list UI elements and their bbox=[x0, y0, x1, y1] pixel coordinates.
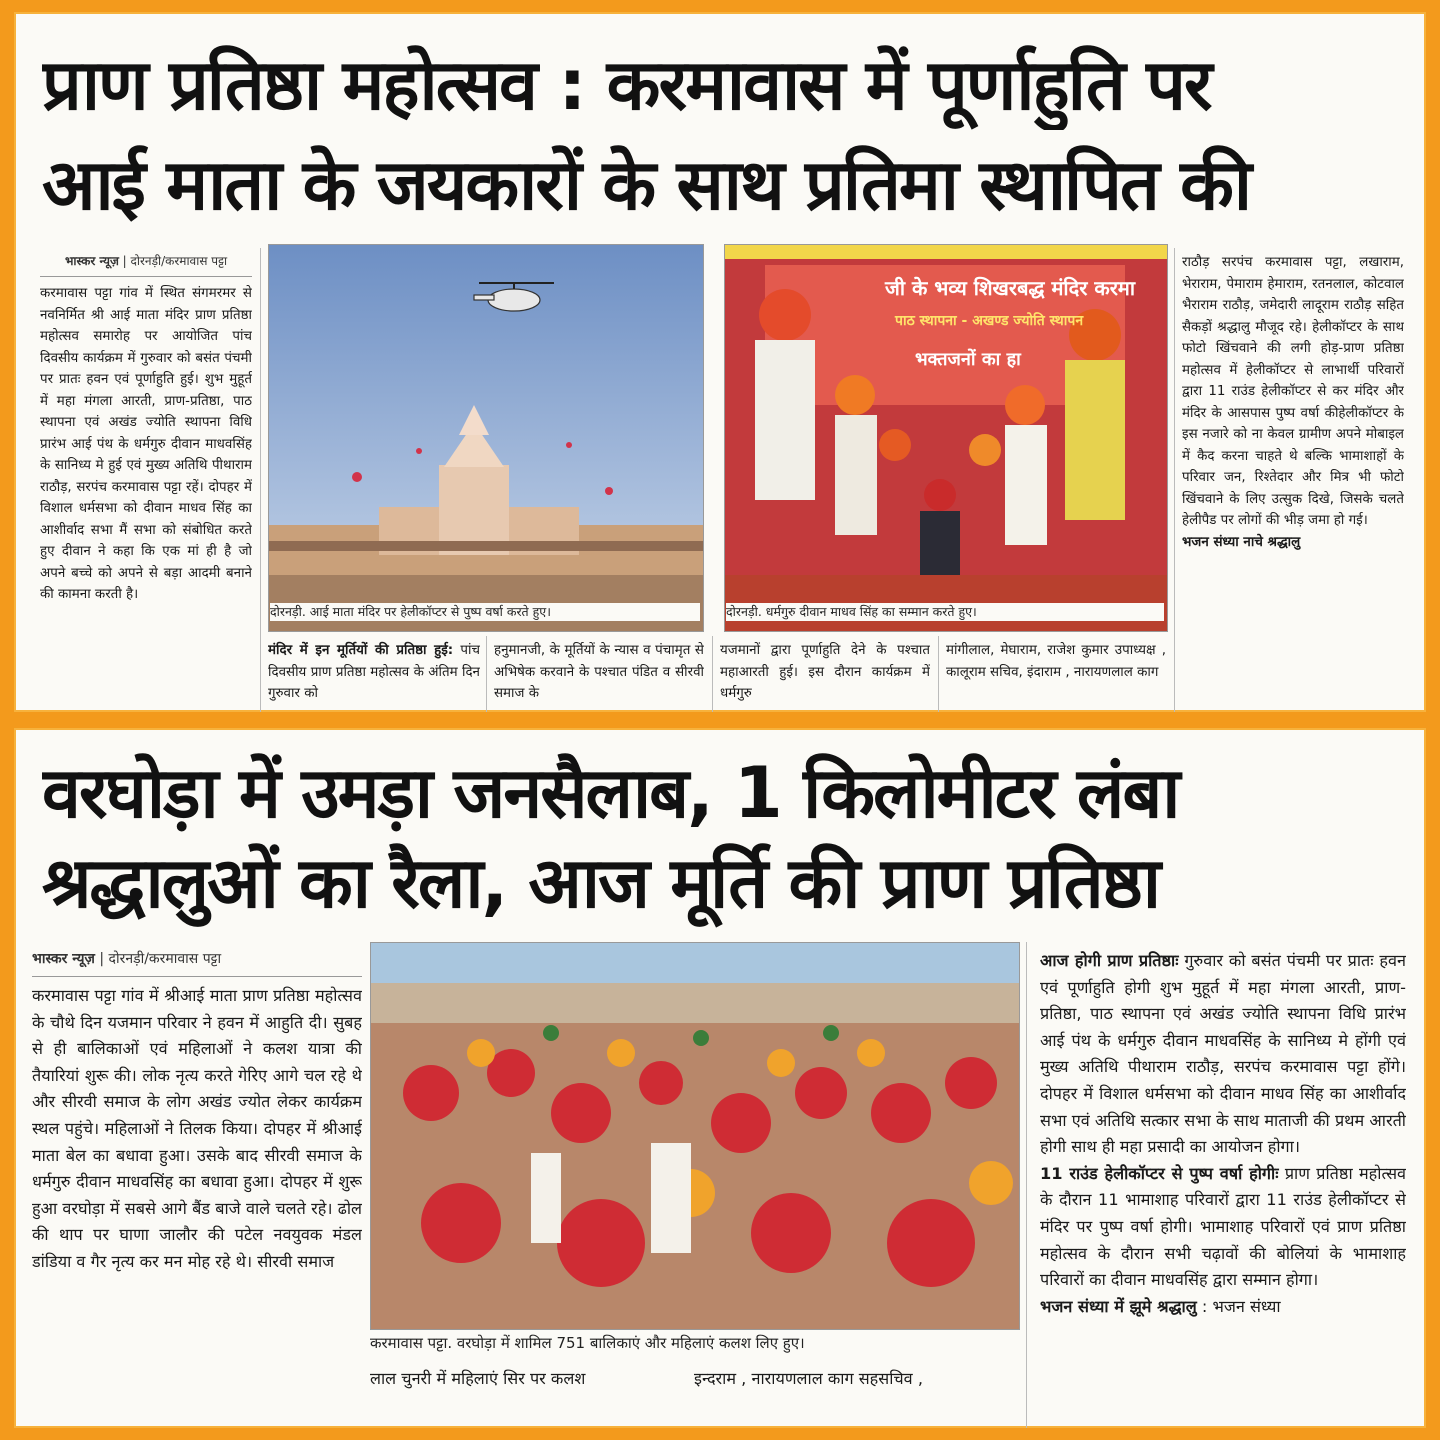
byline-place: दोरनड़ी/करमावास पट्टा bbox=[130, 254, 228, 268]
photo2-caption: दोरनड़ी. धर्मगुरु दीवान माधव सिंह का सम्मान करते हुए। bbox=[726, 603, 1164, 621]
subhead-pran-pratishtha: आज होगी प्राण प्रतिष्ठाः bbox=[1040, 951, 1179, 970]
headline-line-1: प्राण प्रतिष्ठा महोत्सव : करमावास में पूर्णाहुति पर bbox=[42, 44, 1211, 126]
headline-line-2: श्रद्धालुओं का रैला, आज मूर्ति की प्राण प्रतिष्ठा bbox=[42, 842, 1159, 924]
byline-source: भास्कर न्यूज़ bbox=[64, 254, 119, 268]
column-divider bbox=[712, 636, 713, 712]
helicopter-temple-photo bbox=[268, 244, 704, 632]
byline-place: दोरनड़ी/करमावास पट्टा bbox=[108, 951, 222, 967]
subhead-idols: मंदिर में इन मूर्तियों की प्रतिष्ठा हुई: bbox=[268, 643, 454, 658]
felicitation-photo bbox=[724, 244, 1168, 632]
column-text: : भजन संध्या bbox=[1201, 1296, 1281, 1316]
article-column-5: मांगीलाल, मेघाराम, राजेश कुमार उपाध्यक्ष , कालूराम सचिव, इंदाराम , नारायणलाल काग bbox=[946, 643, 1166, 680]
below-photo-text-right: इन्दराम , नारायणलाल काग सहसचिव , bbox=[694, 1369, 923, 1388]
column-text: राठौड़ सरपंच करमावास पट्टा, लखाराम, भेराराम, पेमाराम हेमाराम, रतनलाल, कोटवाल भैराराम राठौड़, जमेदारी लादूराम राठौड़ सहित सैकड़ों श्रद्धालु मौजूद रहे। हेलीकॉप्टर के साथ फोटो खिंचवाने की लगी होड़-प्राण प्रतिष्ठा महोत्सव में हेलीकॉप्टर से लाभार्थी परिवारों द्वारा 11 राउंड हेलीकॉप्टर से कर मंदिर और मंदिर के आसपास पुष्प वर्षा कीहेलीकॉप्टर के इस नजारे को ना केवल ग्रामीण अपने मोबाइल में कैद करना चाहते थे बल्कि भामाशाहों के परिवार जन, रिश्तेदार और मित्र भी फोटो खिंचवाने के लिए उत्सुक दिखे, जिसके चलते हेलीपैड पर लोगों की भीड़ जमा हो गई। bbox=[1182, 255, 1404, 528]
column-text: करमावास पट्टा गांव में श्रीआई माता प्राण प्रतिष्ठा महोत्सव के चौथे दिन यजमान परिवार ने हवन में आहुति दी। सुबह से ही बालिकाओं एवं महिलाओं ने कलश यात्रा की तैयारियां शुरू की। लोक नृत्य करते गेरिए आगे चल रहे थे और सीरवी समाज के लोग अखंड ज्योत लेकर कार्यक्रम स्थल पहुंचे। महिलाओं ने तिलक किया। दोपहर में श्रीआई माता बेल का बधावा हुआ। उसके बाद सीरवी समाज के धर्मगुरु दीवान माधवसिंह का बधावा हुआ। दोपहर में शुरू हुआ वरघोड़ा में सबसे आगे बैंड बाजे वाले चलते रहे। ढोल की थाप पर घाणा जालौर की पटेल नवयुवक मंडल डांडिया व गैर नृत्य कर मन मोह रहे थे। सीरवी समाज bbox=[32, 986, 362, 1271]
headline-line-1: वरघोड़ा में उमड़ा जनसैलाब, 1 किलोमीटर लंबा bbox=[42, 752, 1179, 834]
column-divider bbox=[486, 636, 487, 712]
column-divider bbox=[938, 636, 939, 712]
byline: भास्कर न्यूज़ | दोरनड़ी/करमावास पट्टा bbox=[32, 948, 362, 977]
news-clipping-1 bbox=[14, 12, 1426, 712]
column-divider bbox=[260, 248, 261, 712]
article-column-1 bbox=[32, 948, 362, 1428]
headline-line-2: आई माता के जयकारों के साथ प्रतिमा स्थापित की bbox=[42, 144, 1250, 226]
banner-line-2: पाठ स्थापना - अखण्ड ज्योति स्थापन bbox=[895, 313, 1084, 329]
article-column-3: हनुमानजी, के मूर्तियों के न्यास व पंचामृत से अभिषेक करवाने के पश्चात पंडित व सीरवी समाज के bbox=[494, 643, 704, 701]
subhead-bhajan: भजन संध्या में झूमे श्रद्धालु bbox=[1040, 1296, 1197, 1316]
photo1-caption: दोरनड़ी. आई माता मंदिर पर हेलीकॉप्टर से पुष्प वर्षा करते हुए। bbox=[270, 603, 700, 621]
article-column-2 bbox=[268, 640, 480, 712]
procession-image bbox=[371, 943, 1019, 1329]
felicitation-image bbox=[725, 245, 1167, 631]
article-column-1 bbox=[40, 252, 252, 712]
article-column-6 bbox=[1182, 252, 1404, 712]
article-column-4: यजमानों द्वारा पूर्णाहुति देने के पश्चात महाआरती हुई। इस दौरान कार्यक्रम में धर्मगुरु bbox=[720, 643, 930, 701]
byline-source: भास्कर न्यूज़ bbox=[32, 951, 95, 967]
article-column-3 bbox=[1040, 948, 1406, 1428]
photo-caption: करमावास पट्टा. वरघोड़ा में शामिल 751 बालिकाएं और महिलाएं कलश लिए हुए। bbox=[370, 1332, 1018, 1354]
column-text: पांच दिवसीय प्राण प्रतिष्ठा महोत्सव के अंतिम दिन गुरुवार को bbox=[268, 643, 480, 701]
column-divider bbox=[1026, 942, 1027, 1428]
column-text: गुरुवार को बसंत पंचमी पर प्रातः हवन एवं पूर्णाहुति होगी शुभ मुहूर्त में महा मंगला आरती, प्राण-प्रतिष्ठा, पाठ स्थापना एवं अखंड ज्योति स्थापना विधि प्रारंभ आई पंथ के धर्मगुरु दीवान माधवसिंह के सानिध्य मे होंगी एवं मुख्य अतिथि पीथाराम राठौड़, सरपंच करमावास पट्टा होंगे। दोपहर में विशाल धर्मसभा को दीवान माधव सिंह का आशीर्वाद सभा एवं अतिथि सत्कार सभा के साथ माताजी की प्रथम आरती होगी साथ ही महा प्रसादी का आयोजन होगा। bbox=[1040, 951, 1406, 1157]
helicopter-temple-image bbox=[269, 245, 703, 631]
procession-photo bbox=[370, 942, 1020, 1330]
byline: भास्कर न्यूज़ | दोरनड़ी/करमावास पट्टा bbox=[40, 252, 252, 277]
column-text: प्राण प्रतिष्ठा महोत्सव के दौरान 11 भामाशाह परिवारों द्वारा 11 राउंड हेलीकॉप्टर से मंदिर पर पुष्प वर्षा होगी। भामाशाह परिवारों एवं प्राण प्रतिष्ठा महोत्सव के दौरान सभी चढ़ावों की बोलियां के भामाशाह परिवारों का दीवान माधवसिंह द्वारा सम्मान होगा। bbox=[1040, 1163, 1406, 1290]
news-clipping-2 bbox=[14, 728, 1426, 1428]
banner-line-1: जी के भव्य शिखरबद्ध मंदिर करमा bbox=[885, 276, 1136, 300]
subhead-bhajan: भजन संध्या नाचे श्रद्धालु bbox=[1182, 534, 1301, 550]
column-divider bbox=[1174, 248, 1175, 712]
banner-line-3: भक्तजनों का हा bbox=[915, 349, 1021, 370]
below-photo-text-left: लाल चुनरी में महिलाएं सिर पर कलश bbox=[370, 1369, 586, 1388]
subhead-helicopter: 11 राउंड हेलीकॉप्टर से पुष्प वर्षा होगीः bbox=[1040, 1163, 1279, 1183]
column-text: करमावास पट्टा गांव में स्थित संगमरमर से नवनिर्मित श्री आई माता मंदिर प्राण प्रतिष्ठा महोत्सव समारोह पर आयोजित पांच दिवसीय कार्यक्रम में गुरुवार को बसंत पंचमी पर प्रातः हवन एवं पूर्णाहुति हुई। शुभ मुहूर्त में महा मंगला आरती, प्राण-प्रतिष्ठा, पाठ स्थापना एवं अखंड ज्योति स्थापना विधि प्रारंभ आई पंथ के धर्मगुरु दीवान माधवसिंह के सानिध्य मे हुई एवं मुख्य अतिथि पीथाराम राठौड़, सरपंच करमावास पट्टा रहें। दोपहर में विशाल धर्मसभा को दीवान माधव सिंह का आशीर्वाद सभा मैं सभा को संबोधित करते हुए दीवान ने कहा कि एक मां ही है जो अपने बच्चे को अपने से बड़ा आदमी बनाने की कामना करती है। bbox=[40, 286, 252, 602]
